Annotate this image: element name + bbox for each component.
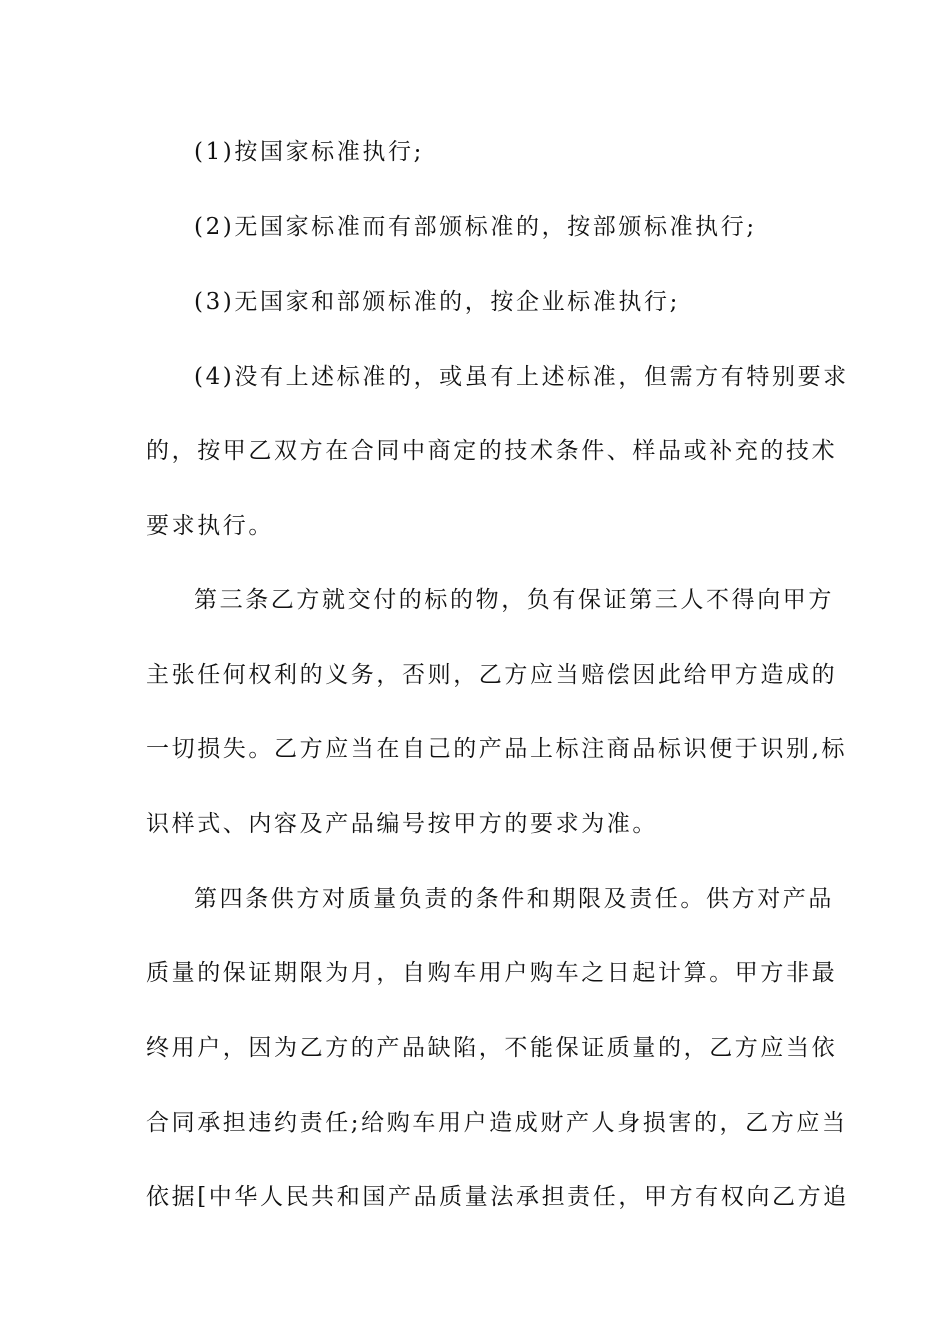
paragraph-line: 质量的保证期限为月，自购车用户购车之日起计算。甲方非最 xyxy=(146,960,838,986)
paragraph-line: 依据[中华人民共和国产品质量法承担责任，甲方有权向乙方追 xyxy=(146,1184,849,1210)
paragraph-line: (1)按国家标准执行; xyxy=(194,139,424,165)
paragraph-line: 终用户，因为乙方的产品缺陷，不能保证质量的，乙方应当依 xyxy=(146,1035,838,1061)
paragraph-line: 第三条乙方就交付的标的物，负有保证第三人不得向甲方 xyxy=(194,587,834,613)
paragraph-line: 主张任何权利的义务，否则，乙方应当赔偿因此给甲方造成的 xyxy=(146,662,838,688)
paragraph-line: 一切损失。乙方应当在自己的产品上标注商品标识便于识别,标 xyxy=(146,736,848,762)
paragraph-line: (3)无国家和部颁标准的，按企业标准执行; xyxy=(194,289,680,315)
paragraph-line: 合同承担违约责任;给购车用户造成财产人身损害的，乙方应当 xyxy=(146,1110,848,1136)
paragraph-line: 识样式、内容及产品编号按甲方的要求为准。 xyxy=(146,811,658,837)
paragraph-line: 第四条供方对质量负责的条件和期限及责任。供方对产品 xyxy=(194,886,834,912)
paragraph-line: (2)无国家标准而有部颁标准的，按部颁标准执行; xyxy=(194,214,757,240)
paragraph-line: 的，按甲乙双方在合同中商定的技术条件、样品或补充的技术 xyxy=(146,438,838,464)
paragraph-line: 要求执行。 xyxy=(146,513,274,539)
paragraph-line: (4)没有上述标准的，或虽有上述标准，但需方有特别要求 xyxy=(194,364,849,390)
